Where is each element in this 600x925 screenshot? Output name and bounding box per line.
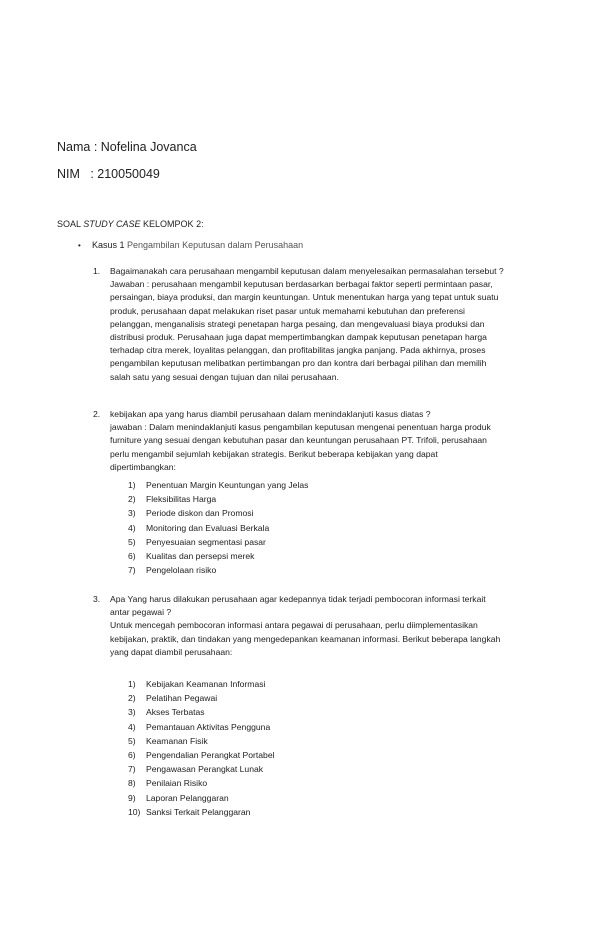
question-1	[93, 265, 573, 384]
text-line: yang dapat diambil perusahaan:	[110, 646, 233, 657]
list-item: 1) Kebijakan Keamanan Informasi	[128, 679, 266, 689]
text-line: perlu mengambil sejumlah kebijakan strategis. Berikut beberapa kebijakan yang dapat	[110, 448, 438, 459]
text-line: antar pegawai ?	[110, 607, 172, 618]
soal-heading	[57, 219, 204, 229]
soal-italic: STUDY CASE	[83, 219, 141, 229]
text-line: pengambilan keputusan melibatkan pertimbangan pro dan kontra dari berbagai pilihan dan memilih	[110, 358, 487, 369]
list-item: 1) Penentuan Margin Keuntungan yang Jelas	[128, 480, 309, 490]
question-3	[93, 593, 573, 659]
question-2	[93, 408, 573, 474]
student-name: Nama : Nofelina Jovanca	[57, 140, 197, 154]
list-item: 6) Kualitas dan persepsi merek	[128, 551, 255, 562]
soal-prefix: SOAL	[57, 219, 84, 229]
text-line: Apa Yang harus dilakukan perusahaan agar kedepannya tidak terjadi pembocoran informasi terkait	[110, 594, 486, 604]
student-nim: NIM : 210050049	[57, 167, 160, 181]
text-line: dipertimbangkan:	[110, 461, 176, 472]
list-item: 2) Fleksibilitas Harga	[128, 494, 217, 505]
text-line: pelanggan, menganalisis strategi penetapan harga pesaing, dan mengevaluasi biaya produksi dan	[110, 318, 485, 329]
text-line: furniture yang sesuai dengan kebutuhan pasar dan keuntungan perusahaan PT. Trifoli, perusahaan	[110, 435, 487, 446]
list-item: 3) Akses Terbatas	[128, 707, 205, 718]
question-number: 3.	[93, 594, 101, 604]
list-item: 9) Laporan Pelanggaran	[128, 792, 229, 803]
policy-list	[128, 478, 308, 577]
list-item: 7) Pengawasan Perangkat Lunak	[128, 764, 264, 775]
list-item: 5) Keamanan Fisik	[128, 735, 208, 746]
question-number: 1.	[93, 266, 101, 276]
text-line: kebijakan, praktik, dan tindakan yang mengedepankan keamanan informasi. Berikut beberapa langkah	[110, 633, 501, 644]
list-item: 5) Penyesuaian segmentasi pasar	[128, 536, 266, 547]
list-item: 6) Pengendalian Perangkat Portabel	[128, 750, 275, 761]
list-item: 8) Penilaian Risiko	[128, 778, 208, 789]
text-line: terhadap citra merek, loyalitas pelanggan, dan profitabilitas jangka panjang. Pada akhirnya, proses	[110, 345, 486, 356]
text-line: kebijakan apa yang harus diambil perusahaan dalam menindaklanjuti kasus diatas ?	[110, 409, 431, 419]
text-line: produk, perusahaan dapat melakukan riset pasar untuk memahami kebutuhan dan preferensi	[110, 305, 465, 316]
text-line: Jawaban : perusahaan mengambil keputusan berdasarkan berbagai faktor seperti permintaan pasar,	[110, 279, 493, 290]
text-line: Untuk mencegah pembocoran informasi antara pegawai di perusahaan, perlu diimplementasikan	[110, 620, 478, 631]
list-item: 4) Pemantauan Aktivitas Pengguna	[128, 721, 271, 732]
text-line: distribusi produk. Perusahaan juga dapat mempertimbangkan dampak keputusan penetapan harga	[110, 332, 487, 343]
security-steps-list	[128, 677, 275, 819]
question-body	[110, 265, 573, 384]
case-topic: Pengambilan Keputusan dalam Perusahaan	[127, 240, 304, 250]
question-body	[110, 593, 573, 659]
list-item: 3) Periode diskon dan Promosi	[128, 508, 254, 519]
question-body	[110, 408, 573, 474]
text-line: persaingan, biaya produksi, dan margin keuntungan. Untuk menentukan harga yang tepat untuk suatu	[110, 292, 499, 303]
list-item: 2) Pelatihan Pegawai	[128, 693, 218, 704]
text-line: Bagaimanakah cara perusahaan mengambil keputusan dalam menyelesaikan permasalahan tersebut ?	[110, 266, 504, 276]
list-item: 4) Monitoring dan Evaluasi Berkala	[128, 522, 270, 533]
list-item: 10) Sanksi Terkait Pelanggaran	[128, 806, 251, 817]
case-heading	[78, 240, 303, 250]
list-item: 7) Pengelolaan risiko	[128, 565, 217, 576]
soal-suffix: KELOMPOK 2:	[140, 219, 204, 229]
question-number: 2.	[93, 409, 101, 419]
text-line: salah satu yang sesuai dengan tujuan dan nilai perusahaan.	[110, 371, 339, 382]
case-label: Kasus 1	[92, 240, 128, 250]
bullet-icon: •	[78, 241, 81, 250]
text-line: jawaban : Dalam menindaklanjuti kasus pengambilan keputusan mengenai penentuan harga produk	[110, 422, 491, 433]
